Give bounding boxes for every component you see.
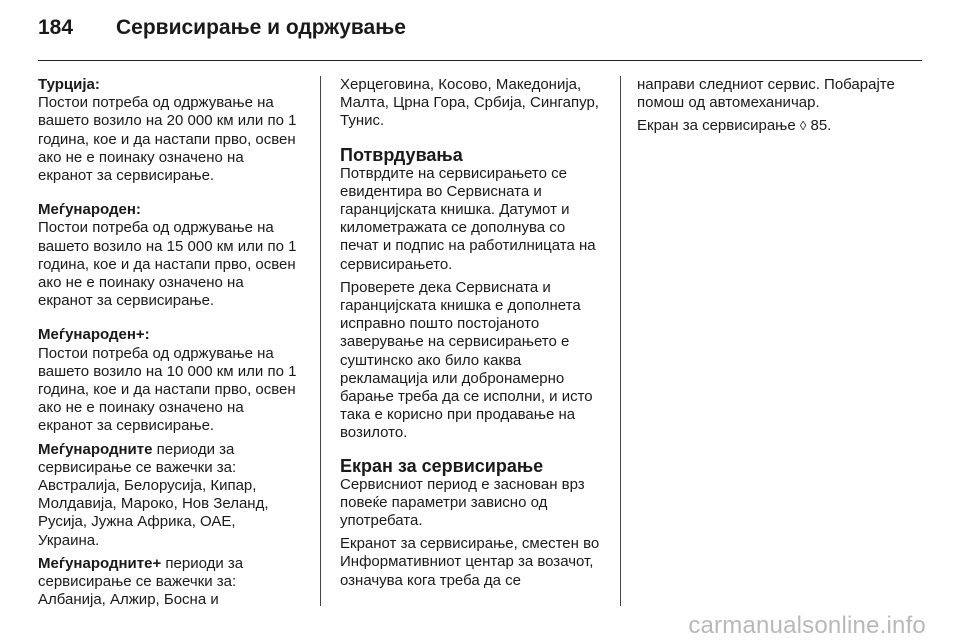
turkey-heading: Турција: bbox=[38, 76, 100, 93]
intl-periods-text: периоди за сервисирање се важечки за: Австралија, Белорусија, Кипар, Молдавија, Мароко, Нов Зеланд, Русија, Јужна Африка, ОАЕ, Украина. bbox=[38, 440, 269, 549]
reference-label: Екран за сервисирање bbox=[637, 117, 800, 135]
countries-continued: Херцеговина, Косово, Македонија, Малта, Црна Гора, Србија, Сингапур, Тунис. bbox=[340, 76, 599, 130]
intlplus-periods-paragraph bbox=[38, 555, 300, 610]
service-screen-text-2: Екранот за сервисирање, сместен во Информативниот центар за возачот, означува кога треба да се bbox=[340, 535, 600, 589]
service-screen-text-1: Сервисниот период е заснован врз повеќе параметри зависно од употребата. bbox=[340, 475, 585, 530]
column-divider-1 bbox=[320, 76, 321, 606]
watermark: carmanualsonline.info bbox=[688, 612, 926, 639]
confirm-text-2: Проверете дека Сервисната и гаранцијската книшка е дополнета исправно пошто постојаното заверување на сервисирањето е суштинско ако било каква рекламација или добронамерно барање треба да се исполни, и исто така е корисно при продавање на возилото. bbox=[340, 278, 593, 442]
intl-periods-paragraph bbox=[38, 441, 300, 550]
confirm-text-1: Потврдите на сервисирањето се евидентира во Сервисната и гаранцијската книшка. Датумот и километражата се дополнува со печат и подпис на работилницата на сервисирањето. bbox=[340, 164, 596, 273]
intlplus-heading: Меѓународен+: bbox=[38, 326, 150, 344]
reference-page: 85. bbox=[806, 117, 832, 135]
intlplus-periods-bold: Меѓународните+ bbox=[38, 554, 162, 572]
page-number: 184 bbox=[38, 16, 74, 39]
page-title: Сервисирање и одржување bbox=[116, 16, 406, 39]
intl-periods-bold: Меѓународните bbox=[38, 440, 153, 458]
intl-heading: Меѓународен: bbox=[38, 201, 141, 219]
confirm-heading: Потврдувања bbox=[340, 144, 463, 165]
page-reference-icon: ◊ bbox=[799, 118, 807, 134]
cross-reference[interactable] bbox=[637, 117, 899, 135]
service-screen-heading: Екран за сервисирање bbox=[340, 455, 544, 476]
continued-text: направи следниот сервис. Побарајте помош од автомеханичар. bbox=[637, 76, 895, 112]
intlplus-periods-text: периоди за сервисирање се важечки за: Албанија, Алжир, Босна и bbox=[38, 554, 244, 609]
column-2 bbox=[340, 76, 602, 590]
intlplus-text: Постои потреба од одржување на вашето возило на 10 000 км или по 1 година, кое и да настапи прво, освен ако не е поинаку означено на екранот за сервисирање. bbox=[38, 344, 297, 435]
intl-text: Постои потреба од одржување на вашето возило на 15 000 км или по 1 година, кое и да настапи прво, освен ако не е поинаку означено на екранот за сервисирање. bbox=[38, 219, 297, 310]
column-3 bbox=[637, 76, 899, 136]
turkey-text: Постои потреба од одржување на вашето возило на 20 000 км или по 1 година, кое и да настапи прво, освен ако не е поинаку означено на екранот за сервисирање. bbox=[38, 94, 297, 185]
column-1 bbox=[38, 76, 300, 609]
page-header bbox=[38, 16, 922, 56]
column-divider-2 bbox=[620, 76, 621, 606]
header-rule bbox=[38, 60, 922, 61]
